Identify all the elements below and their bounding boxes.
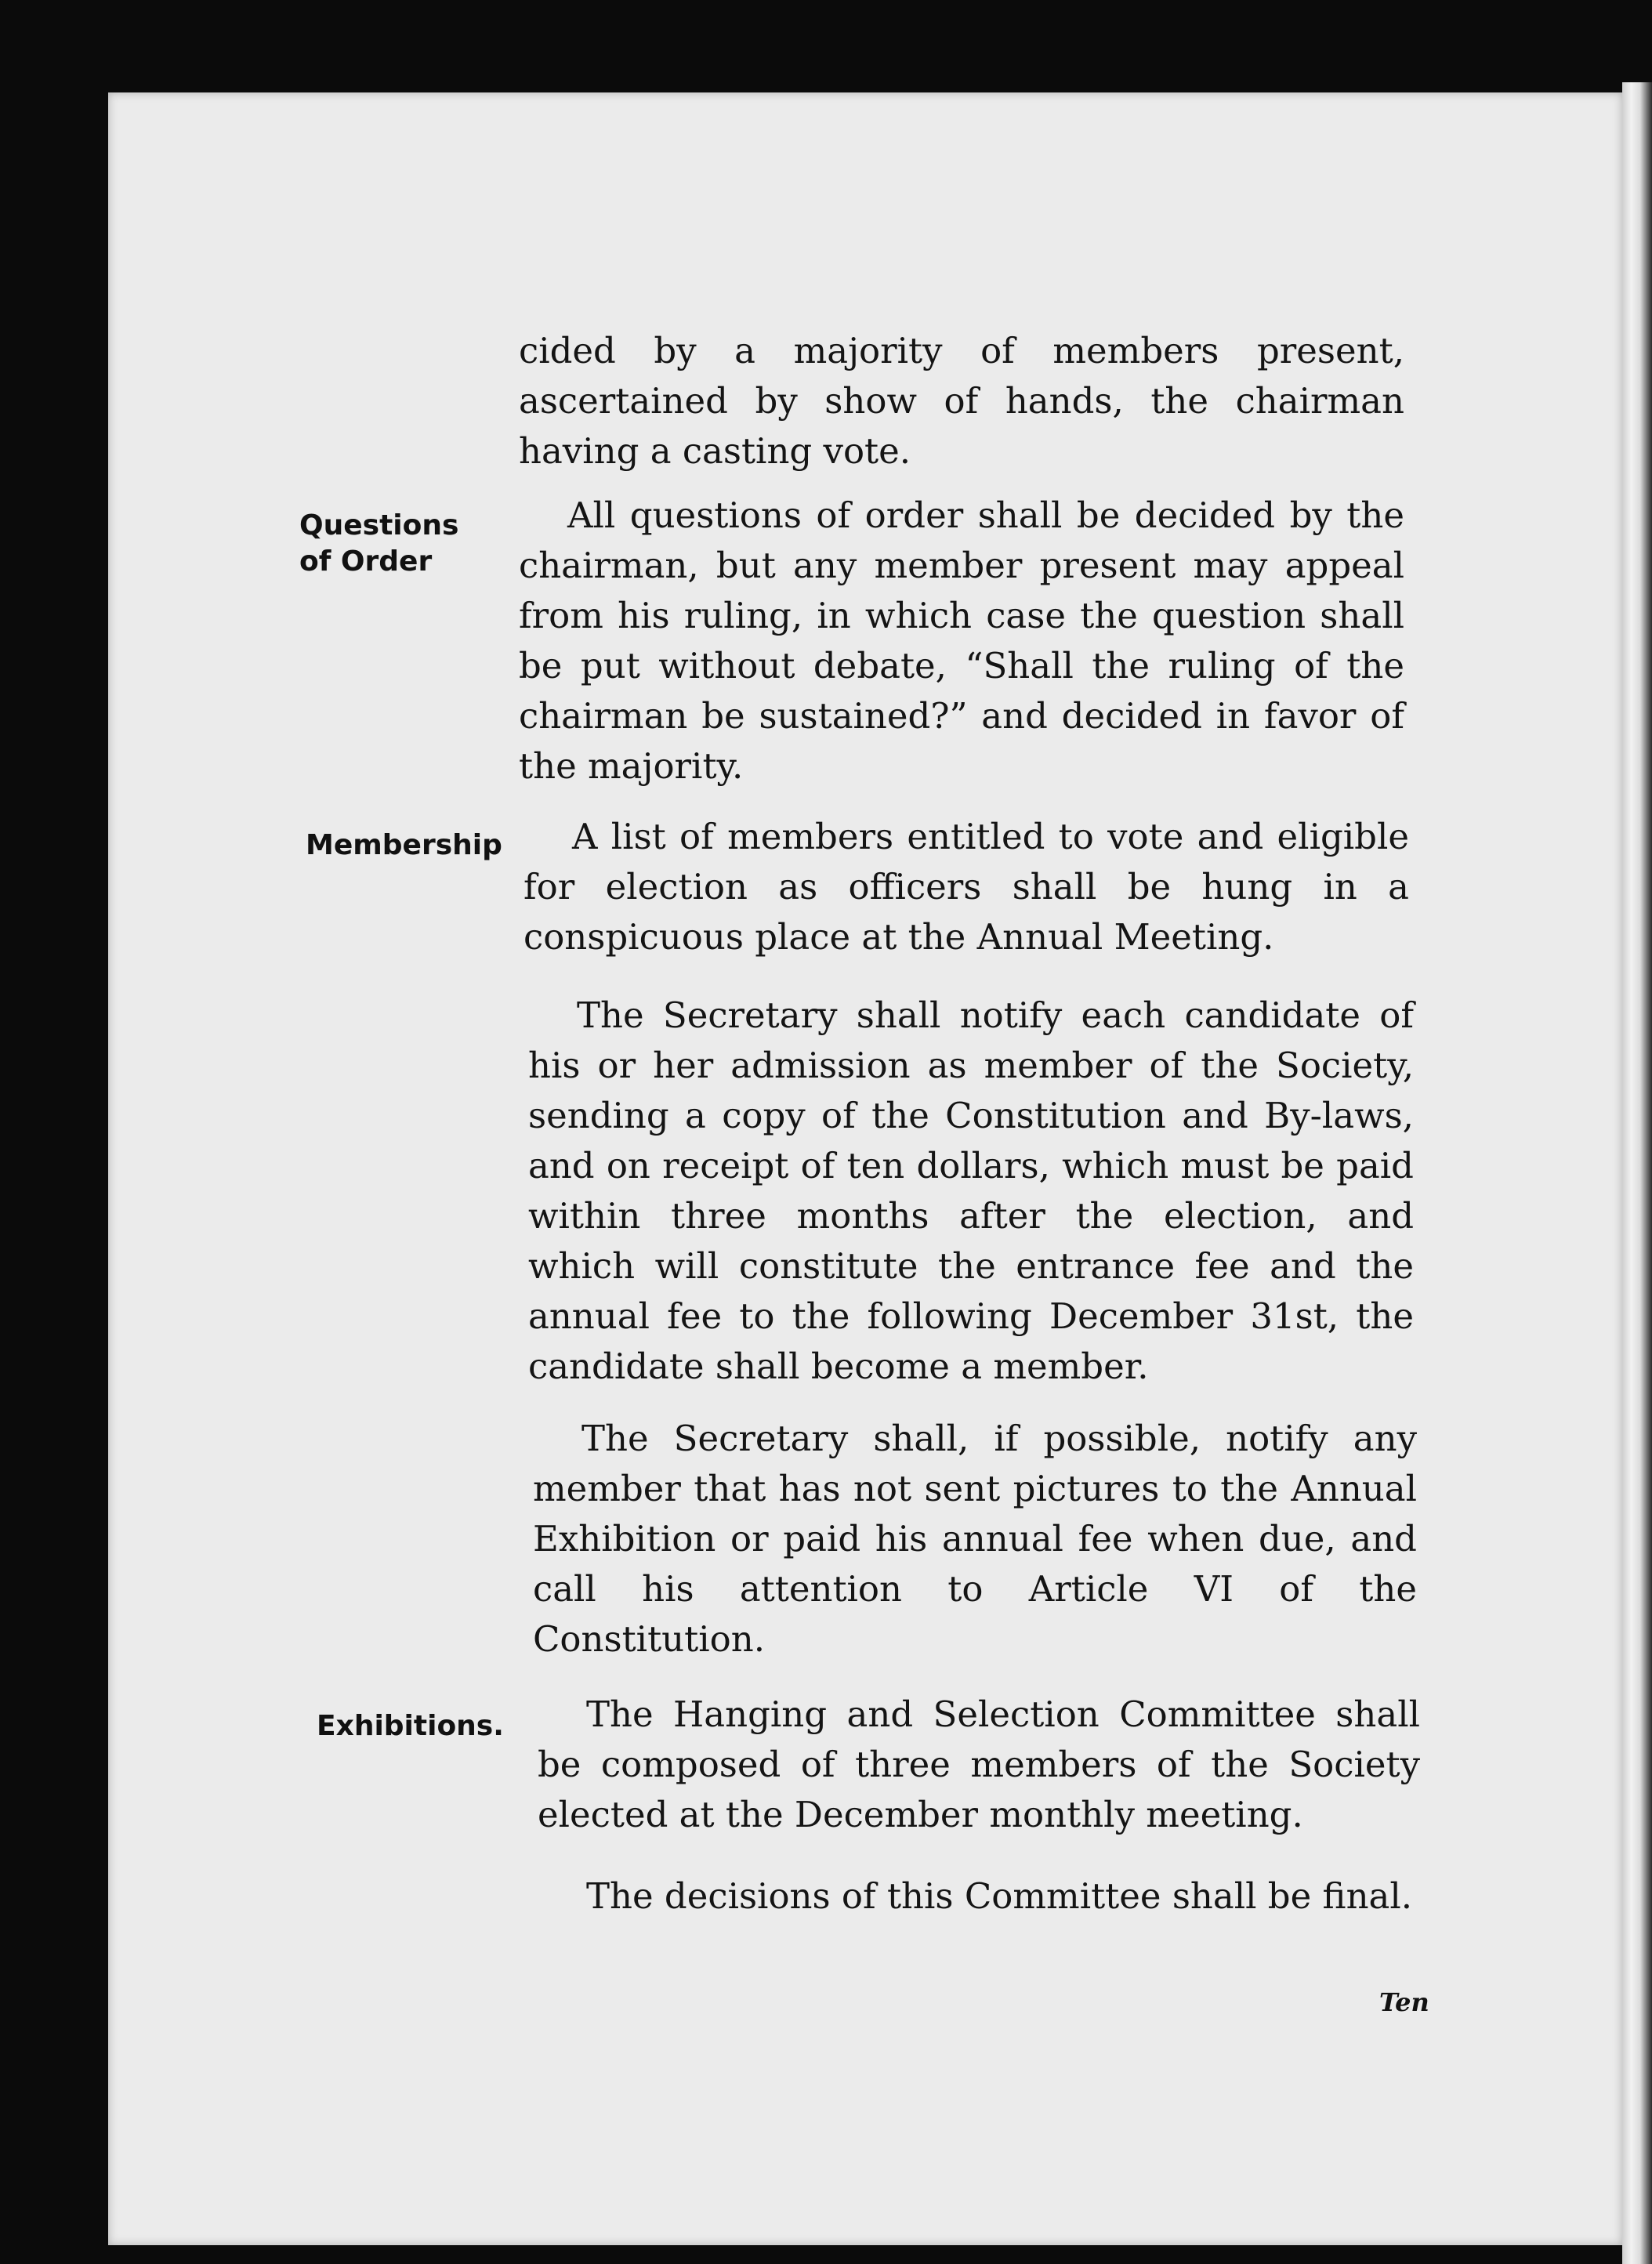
paragraph-committee-decisions: The decisions of this Committee shall be final. [586,1875,1413,1917]
paragraph-questions-of-order: All questions of order shall be decided by the chairman, but any member present may appeal from his ruling, in which case the question shall be put without debate, “Shall the ruling of the chairman be sustained?” and decided in favor of the majority. [519,494,1404,787]
sidenote-exhibitions: Exhibitions. [317,1710,504,1742]
paragraph-hanging-committee: The Hanging and Selection Committee shall be composed of three members of the Society elected at the December monthly meeting. [538,1693,1420,1835]
page-number: Ten [1379,1987,1429,2017]
paragraph-voting-continued: cided by a majority of members present, ascertained by show of hands, the chairman having a casting vote. [519,330,1404,472]
paragraph-membership-list: A list of members entitled to vote and eligible for election as officers shall be hung in a conspicuous place at the Annual Meeting. [523,816,1409,958]
sidenote-questions-of-order: Questions of Order [299,509,459,578]
document-page [108,92,1622,2245]
sidenote-membership: Membership [306,829,502,861]
paragraph-secretary-notify-candidate: The Secretary shall notify each candidate of his or her admission as member of the Society, sending a copy of the Constitution and By-laws, and on receipt of ten dollars, which must be paid within three months after the election, and which will constitute the entrance fee and the annual fee to the following December 31st, the candidate shall become a member. [528,994,1414,1387]
adjacent-page-edge [1622,82,1652,2264]
paragraph-secretary-notify-member: The Secretary shall, if possible, notify any member that has not sent pictures to the Annual Exhibition or paid his annual fee when due, and call his attention to Article VI of the Constitution. [533,1418,1417,1660]
